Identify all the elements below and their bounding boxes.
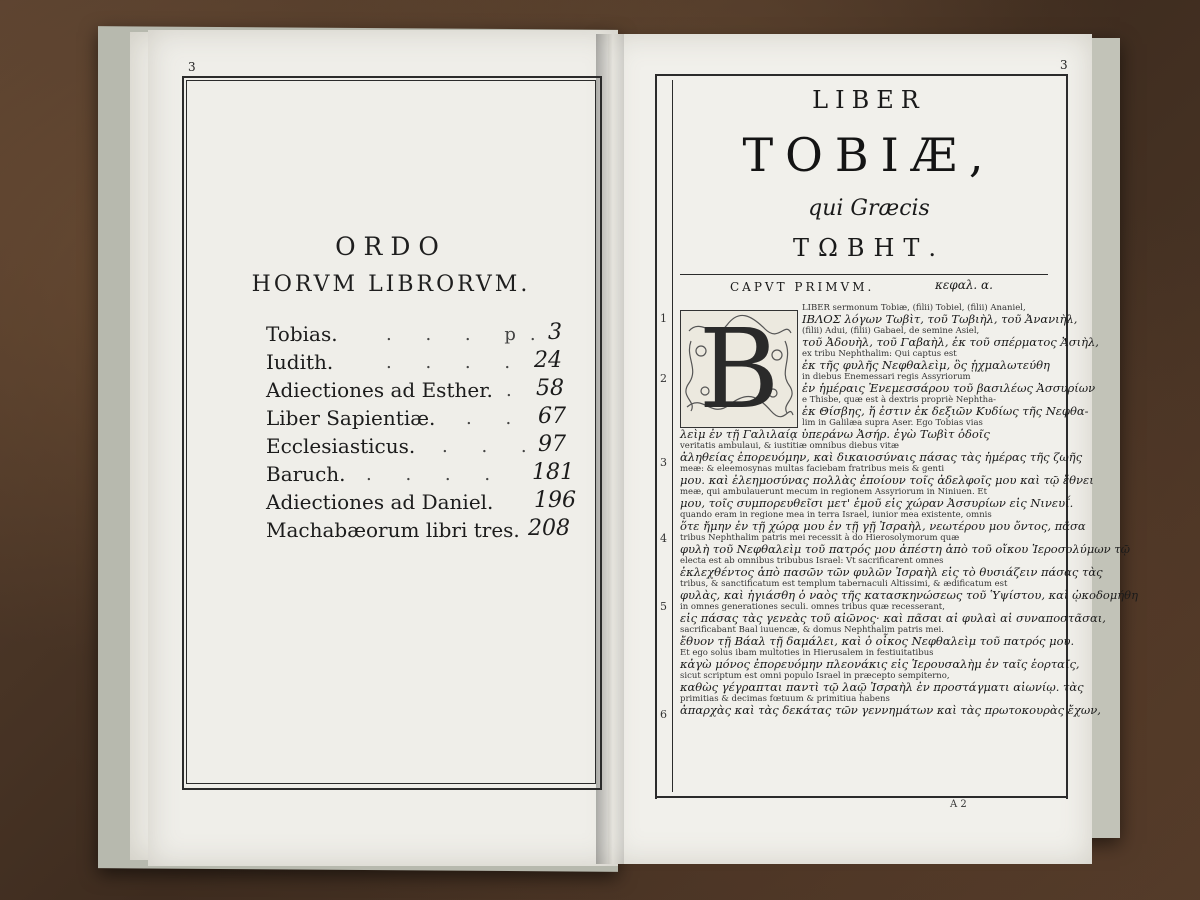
chapter-heading-greek: κεφαλ. α. xyxy=(935,278,993,292)
verse-number: 2 xyxy=(660,372,667,385)
latin-text-line: (filii) Adui, (filii) Gabael, de semine Asiel, xyxy=(802,326,980,336)
toc-entry-title: Liber Sapientiæ. xyxy=(266,406,436,430)
verse-number: 5 xyxy=(660,600,667,613)
toc-leader-dots: . . . p. xyxy=(386,324,550,345)
latin-text-line: electa est ab omnibus tribubus Israel: Vt sacrificarent omnes xyxy=(680,556,944,566)
right-page-frame-top xyxy=(655,74,1067,76)
latin-text-line: in diebus Enemessari regis Assyriorum xyxy=(802,372,971,382)
toc-row xyxy=(266,406,586,434)
toc-leader-dots: . xyxy=(506,380,526,401)
greek-text-line: ὅτε ἤμην ἐν τῇ χώρᾳ μου ἐν τῇ γῇ Ἰσραὴλ, νεωτέρου μου ὄντος, πᾶσα xyxy=(680,519,1086,533)
latin-text-line: in omnes generationes seculi. omnes tribus quæ recesserant, xyxy=(680,602,945,612)
greek-text-line: ἀληθείας ἐπορευόμην, καὶ δικαιοσύναις πάσας τὰς ἡμέρας τῆς ζωῆς xyxy=(680,450,1083,464)
chapter-rule xyxy=(680,274,1048,275)
toc-entry-page: 67 xyxy=(538,404,566,429)
latin-text-line: tribus Nephthalim patris mei recessit à do Hierosolymorum quæ xyxy=(680,533,960,543)
heading-tobiae: TOBIÆ, xyxy=(742,128,996,182)
latin-text-line: e Thisbe, quæ est à dextris propriè Nephtha- xyxy=(802,395,997,405)
toc-leader-dots: . . . xyxy=(442,436,541,457)
right-page-margin-rule xyxy=(672,80,673,792)
latin-text-line: LIBER sermonum Tobiæ, (filii) Tobiel, (filii) Ananiel, xyxy=(802,303,1026,313)
initial-letter: B xyxy=(698,305,780,433)
toc-entry-title: Machabæorum libri tres. xyxy=(266,518,520,542)
ordo-title: ORDO xyxy=(335,232,447,261)
latin-text-line: sicut scriptum est omni populo Israel in præcepto sempiterno, xyxy=(680,671,950,681)
verse-number: 1 xyxy=(660,312,667,325)
greek-text-line: φυλὴ τοῦ Νεφθαλεὶμ τοῦ πατρός μου ἀπέστη ἀπὸ τοῦ οἴκου Ἱεροσολύμων τῷ xyxy=(680,542,1130,556)
greek-text-line: ἔθυον τῇ Βάαλ τῇ δαμάλει, καὶ ὁ οἶκος Νεφθαλεὶμ τοῦ πατρός μου. xyxy=(680,634,1075,648)
decorated-initial xyxy=(680,305,798,433)
greek-text-line: φυλὰς, καὶ ἡγιάσθη ὁ ναὸς τῆς κατασκηνώσεως τοῦ Ὑψίστου, καὶ ᾠκοδομήθη xyxy=(680,588,1138,602)
latin-text-line: meæ, qui ambulauerunt mecum in regionem Assyriorum in Niniuen. Et xyxy=(680,487,988,497)
toc-entry-page: 24 xyxy=(534,348,562,373)
greek-text-line: τοῦ Ἀδουὴλ, τοῦ Γαβαὴλ, ἐκ τοῦ σπέρματος Ἀσιὴλ, xyxy=(802,335,1099,349)
toc-row xyxy=(266,462,586,490)
right-page-frame-left xyxy=(655,74,657,799)
greek-text-line: ἐν ἡμέραις Ἐνεμεσσάρου τοῦ βασιλέως Ἀσσυρίων xyxy=(802,381,1096,395)
greek-text-line: λεὶμ ἐν τῇ Γαλιλαίᾳ ὑπεράνω Ἀσήρ. ἐγὼ Τωβὶτ ὁδοῖς xyxy=(680,427,990,441)
right-page-number: 3 xyxy=(1060,58,1068,72)
toc-entry-page: 181 xyxy=(532,460,574,485)
greek-text-line: μου. καὶ ἐλεημοσύνας πολλὰς ἐποίουν τοῖς ἀδελφοῖς μου καὶ τῷ ἔθνει xyxy=(680,473,1094,487)
latin-text-line: quando eram in regione mea in terra Israel, iunior mea existente, omnis xyxy=(680,510,992,520)
left-page-number: 3 xyxy=(188,60,196,74)
latin-text-line: lim in Galilæa supra Aser. Ego Tobias vias xyxy=(802,418,983,428)
verse-number: 6 xyxy=(660,708,667,721)
toc-entry-page: 196 xyxy=(534,488,576,513)
greek-text-line: ΙΒΛΟΣ λόγων Τωβὶτ, τοῦ Τωβιὴλ, τοῦ Ἀνανιὴλ, xyxy=(802,312,1078,326)
latin-text-line: Et ego solus ibam multoties in Hierusalem in festiuitatibus xyxy=(680,648,934,658)
greek-text-line: ἀπαρχὰς καὶ τὰς δεκάτας τῶν γεννημάτων καὶ τὰς πρωτοκουρὰς ἔχων, xyxy=(680,703,1101,717)
toc-row xyxy=(266,350,586,378)
greek-text-line: μου, τοῖς συμπορευθεῖσι μετ' ἐμοῦ εἰς χώραν Ἀσσυρίων εἰς Νινευΐ. xyxy=(680,496,1074,510)
toc-row xyxy=(266,434,586,462)
toc-leader-dots: . . . . xyxy=(366,464,505,485)
latin-text-line: meæ: & eleemosynas multas faciebam fratribus meis & genti xyxy=(680,464,945,474)
greek-text-line: εἰς πάσας τὰς γενεὰς τοῦ αἰῶνος· καὶ πᾶσαι αἱ φυλαὶ αἱ συναποστᾶσαι, xyxy=(680,611,1106,625)
latin-text-line: ex tribu Nephthalim: Qui captus est xyxy=(802,349,957,359)
latin-text-line: sacrificabant Baal iuuencæ, & domus Nephthalim patris mei. xyxy=(680,625,944,635)
greek-text-line: ἐκ Θίσβης, ἥ ἐστιν ἐκ δεξιῶν Κυδίως τῆς Νεφθα- xyxy=(802,404,1089,418)
toc-entry-page: 97 xyxy=(538,432,566,457)
table-of-contents xyxy=(266,322,586,546)
latin-text-line: primitias & decimas fœtuum & primitiua habens xyxy=(680,694,890,704)
toc-leader-dots: . . xyxy=(466,408,526,429)
heading-liber: LIBER xyxy=(812,86,926,114)
greek-text-line: ἐκλεχθέντος ἀπὸ πασῶν τῶν φυλῶν Ἰσραὴλ εἰς τὸ θυσιάζειν πάσας τὰς xyxy=(680,565,1103,579)
latin-text-line: veritatis ambulaui, & iustitiæ omnibus diebus vitæ xyxy=(680,441,899,451)
toc-entry-page: 58 xyxy=(536,376,564,401)
signature-mark: A 2 xyxy=(950,799,967,810)
toc-entry-title: Baruch. xyxy=(266,462,346,486)
toc-row xyxy=(266,322,586,350)
toc-entry-title: Ecclesiasticus. xyxy=(266,434,416,458)
toc-entry-title: Adiectiones ad Daniel. xyxy=(266,490,494,514)
right-page-frame-bottom xyxy=(655,796,1067,798)
toc-row xyxy=(266,378,586,406)
greek-text-line: κἀγὼ μόνος ἐπορευόμην πλεονάκις εἰς Ἱερουσαλὴμ ἐν ταῖς ἑορταῖς, xyxy=(680,657,1080,671)
chapter-heading: CAPVT PRIMVM. xyxy=(730,280,875,294)
toc-entry-title: Iudith. xyxy=(266,350,334,374)
latin-text-line: tribus, & sanctificatum est templum tabernaculi Altissimi, & ædificatum est xyxy=(680,579,1008,589)
toc-entry-title: Tobias. xyxy=(266,322,338,346)
toc-entry-page: 208 xyxy=(528,516,570,541)
toc-entry-title: Adiectiones ad Esther. xyxy=(266,378,493,402)
heading-qui-graecis: qui Græcis xyxy=(808,196,930,221)
heading-greek-title: ΤΩΒΗΤ. xyxy=(792,234,946,262)
greek-text-line: καθὼς γέγραπται παντὶ τῷ λαῷ Ἰσραὴλ ἐν προστάγματι αἰωνίῳ. τὰς xyxy=(680,680,1084,694)
verse-number: 3 xyxy=(660,456,667,469)
toc-leader-dots: . . . . xyxy=(386,352,525,373)
toc-entry-page: 3 xyxy=(548,320,562,345)
toc-row xyxy=(266,490,586,518)
greek-text-line: ἐκ τῆς φυλῆς Νεφθαλεὶμ, ὃς ᾐχμαλωτεύθη xyxy=(802,358,1050,372)
ordo-subtitle: HORVM LIBRORVM. xyxy=(251,272,531,297)
toc-row xyxy=(266,518,586,546)
verse-number: 4 xyxy=(660,532,667,545)
